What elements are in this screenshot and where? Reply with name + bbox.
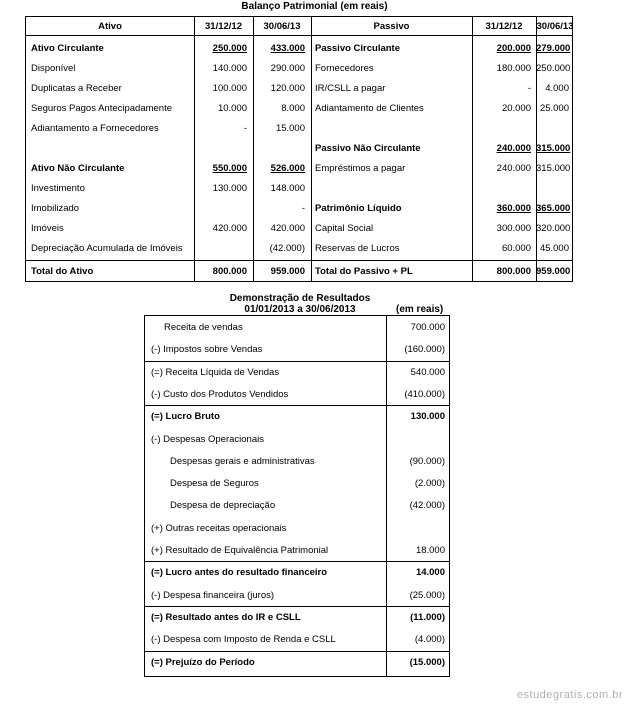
ativo-row-value: 420.000 — [270, 223, 305, 234]
col-header-date: 31/12/12 — [205, 21, 242, 32]
row-separator — [145, 405, 449, 406]
statement-row-label: Despesa de depreciação — [170, 500, 276, 512]
ativo-row-value: 433.000 — [270, 43, 305, 54]
passivo-row-value: 320.000 — [536, 223, 571, 234]
ativo-row-value: 148.000 — [270, 183, 305, 194]
passivo-row-value: 365.000 — [536, 203, 571, 214]
row-separator — [145, 361, 449, 362]
statement-row-label: (=) Receita Líquida de Vendas — [151, 366, 280, 378]
statement-row-label: Receita de vendas — [164, 322, 243, 333]
passivo-row-value: 240.000 — [496, 163, 531, 174]
passivo-row-value: 25.000 — [539, 103, 569, 114]
statement-row-value: (2.000) — [414, 478, 445, 490]
total-passivo-value: 800.000 — [496, 266, 531, 277]
statement-row-label: Despesas gerais e administrativas — [170, 455, 315, 467]
ativo-row-value: 120.000 — [270, 83, 305, 94]
ativo-row-label: Ativo Não Circulante — [31, 163, 125, 174]
statement-row-value: (42.000) — [409, 500, 445, 512]
statement-row-label: (-) Despesa com Imposto de Renda e CSLL — [151, 634, 336, 646]
ativo-row-label: Duplicatas a Receber — [31, 83, 122, 94]
passivo-row-value: 4.000 — [545, 83, 569, 94]
col-header-passivo: Passivo — [373, 21, 410, 32]
passivo-row-value: 279.000 — [536, 43, 571, 54]
statement-row-label: (-) Impostos sobre Vendas — [151, 344, 263, 356]
passivo-row-value: 315.000 — [536, 143, 571, 154]
passivo-row-label: Adiantamento de Clientes — [315, 103, 424, 114]
statement-row-value: (90.000) — [409, 455, 445, 467]
passivo-row-label: Reservas de Lucros — [315, 243, 400, 254]
income-statement-title-line: Demonstração de Resultados — [229, 293, 371, 304]
statement-row-label: (-) Despesas Operacionais — [151, 433, 264, 445]
total-passivo-value: 959.000 — [536, 266, 571, 277]
statement-row-label: (+) Resultado de Equivalência Patrimonial — [151, 545, 329, 556]
income-statement-unit: (em reais) — [396, 304, 444, 315]
total-ativo-value: 959.000 — [270, 266, 305, 277]
statement-row-label: (=) Lucro antes do resultado financeiro — [151, 567, 328, 579]
ativo-row-value: (42.000) — [269, 243, 305, 254]
statement-row-label: Despesa de Seguros — [170, 478, 259, 490]
statement-row-value: (11.000) — [410, 611, 445, 623]
statement-row-value: (4.000) — [414, 634, 445, 646]
passivo-row-label: IR/CSLL a pagar — [315, 83, 386, 94]
passivo-row-value: 20.000 — [501, 103, 531, 114]
ativo-row-value: 550.000 — [212, 163, 247, 174]
statement-row-value: 540.000 — [410, 366, 445, 378]
ativo-row-label: Imobilizado — [31, 203, 80, 214]
ativo-row-value: 15.000 — [275, 123, 305, 134]
watermark: estudegratis.com.br — [516, 689, 623, 701]
ativo-row-value: 526.000 — [270, 163, 305, 174]
ativo-row-value: 290.000 — [270, 63, 305, 74]
statement-row-label: (-) Custo dos Produtos Vendidos — [151, 388, 289, 400]
statement-row-value: 700.000 — [410, 322, 445, 333]
col-header-date: 30/06/13 — [263, 21, 301, 32]
statement-row-value: 14.000 — [415, 567, 445, 579]
passivo-row-value: 240.000 — [496, 143, 531, 154]
ativo-row-value: 420.000 — [212, 223, 247, 234]
ativo-row-value: 140.000 — [212, 63, 247, 74]
ativo-row-label: Depreciação Acumulada de Imóveis — [31, 243, 183, 254]
balance-sheet-table — [25, 16, 573, 282]
total-ativo-label: Total do Ativo — [31, 266, 94, 277]
statement-row-value: 18.000 — [415, 545, 445, 556]
passivo-row-label: Fornecedores — [315, 63, 374, 74]
statement-row-value: (25.000) — [409, 589, 445, 601]
passivo-row-value: 360.000 — [496, 203, 531, 214]
passivo-row-label: Empréstimos a pagar — [315, 163, 406, 174]
ativo-row-value: 100.000 — [212, 83, 247, 94]
row-separator — [145, 651, 449, 652]
col-header-ativo: Ativo — [98, 21, 122, 32]
statement-row-label: (=) Lucro Bruto — [151, 411, 220, 423]
statement-row-label: (+) Outras receitas operacionais — [151, 522, 287, 534]
ativo-row-value: 130.000 — [212, 183, 247, 194]
statement-row-value: (160.000) — [404, 344, 445, 356]
passivo-row-value: 60.000 — [501, 243, 531, 254]
passivo-row-value: 315.000 — [536, 163, 571, 174]
statement-row-value: 130.000 — [410, 411, 445, 423]
passivo-row-label: Passivo Não Circulante — [315, 143, 421, 154]
col-header-date: 30/06/13 — [536, 21, 574, 32]
total-ativo-value: 800.000 — [212, 266, 247, 277]
ativo-row-value: 250.000 — [212, 43, 247, 54]
col-header-date: 31/12/12 — [485, 21, 523, 32]
ativo-row-label: Investimento — [31, 183, 85, 194]
statement-row-label: (=) Prejuízo do Período — [151, 656, 255, 668]
row-separator — [145, 561, 449, 562]
statement-row-value: (410.000) — [404, 388, 445, 400]
ativo-row-label: Seguros Pagos Antecipadamente — [31, 103, 173, 114]
passivo-row-label: Patrimônio Líquido — [315, 203, 402, 214]
income-statement-table — [144, 315, 450, 677]
ativo-row-label: Ativo Circulante — [31, 43, 104, 54]
ativo-row-value: - — [243, 123, 247, 134]
ativo-row-label: Adiantamento a Fornecedores — [31, 123, 159, 134]
statement-row-label: (=) Resultado antes do IR e CSLL — [151, 611, 301, 623]
row-separator — [145, 606, 449, 607]
passivo-row-value: 200.000 — [496, 43, 531, 54]
ativo-row-label: Disponível — [31, 63, 76, 74]
ativo-row-value: 10.000 — [217, 103, 247, 114]
passivo-row-value: 300.000 — [496, 223, 531, 234]
passivo-row-value: 45.000 — [539, 243, 569, 254]
total-passivo-label: Total do Passivo + PL — [315, 266, 413, 277]
statement-row-value: (15.000) — [409, 656, 445, 668]
balance-sheet-title: Balanço Patrimonial (em reais) — [241, 1, 388, 12]
income-statement-period: 01/01/2013 a 30/06/2013 — [244, 304, 356, 315]
passivo-row-value: - — [527, 83, 531, 94]
passivo-row-value: 180.000 — [496, 63, 531, 74]
ativo-row-value: - — [301, 203, 305, 214]
statement-row-label: (-) Despesa financeira (juros) — [151, 589, 275, 601]
ativo-row-label: Imóveis — [31, 223, 64, 234]
passivo-row-label: Passivo Circulante — [315, 43, 401, 54]
passivo-row-label: Capital Social — [315, 223, 374, 234]
ativo-row-value: 8.000 — [281, 103, 305, 114]
passivo-row-value: 250.000 — [536, 63, 571, 74]
